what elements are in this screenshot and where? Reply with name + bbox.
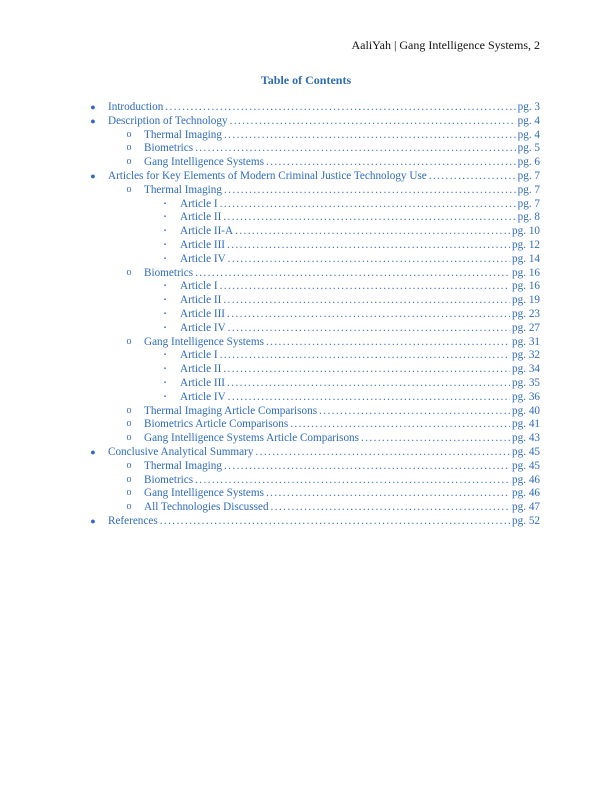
toc-entry-title: Biometrics [144,266,194,279]
toc-entry-page: pg. 31 [512,335,540,348]
toc-entry[interactable] [108,100,540,114]
toc-entry[interactable] [108,514,540,528]
toc-bullet-level-2: o [126,418,132,430]
toc-title: Table of Contents [260,73,352,87]
toc-entry[interactable] [108,169,540,183]
toc-entry[interactable] [144,431,540,445]
toc-entry[interactable] [180,279,540,293]
toc-bullet-level-3: ▪ [163,352,167,359]
toc-entry-page: pg. 8 [517,211,540,224]
toc-leader-dots [223,210,515,224]
toc-entry-page: pg. 46 [512,473,540,486]
toc-entry-title: Thermal Imaging Article Comparisons [144,404,318,417]
toc-leader-dots [227,307,510,321]
toc-entry[interactable] [144,266,540,280]
toc-leader-dots [223,293,510,307]
toc-bullet-level-3: ▪ [163,311,167,317]
toc-entry-title: References [108,515,158,527]
toc-leader-dots [266,486,510,500]
toc-leader-dots [220,279,510,293]
toc-entry-title: Article II-A [180,225,234,238]
toc-entry[interactable] [144,128,540,142]
toc-bullet-level-3: ▪ [163,214,167,221]
toc-entry-page: pg. 46 [512,487,540,500]
toc-entry[interactable] [108,114,540,128]
toc-entry[interactable] [144,404,540,418]
toc-bullet-level-2: o [126,473,132,485]
toc-leader-dots [235,224,510,238]
toc-bullet-level-2: o [126,142,132,154]
toc-entry[interactable] [180,224,540,238]
toc-entry-title: Gang Intelligence Systems [144,487,264,500]
toc-entry-title: Introduction [108,101,164,113]
toc-bullet-level-3: ▪ [163,380,167,386]
toc-entry[interactable] [144,335,540,349]
toc-bullet-level-2: o [126,335,132,347]
toc-entry-title: Articles for Key Elements of Modern Criminal Justice Technology Use [108,170,427,182]
toc-leader-dots [228,390,510,404]
toc-entry-page: pg. 40 [512,404,540,417]
toc-leader-dots [266,155,516,169]
toc-leader-dots [195,473,510,487]
toc-entry[interactable] [144,486,540,500]
toc-entry-title: Conclusive Analytical Summary [108,446,254,458]
toc-entry[interactable] [180,252,540,266]
toc-entry[interactable] [144,141,540,155]
toc-leader-dots [160,514,510,528]
toc-bullet-level-3: ▪ [163,393,167,400]
toc-entry-title: Gang Intelligence Systems [144,156,264,169]
toc-entry-page: pg. 4 [517,114,540,127]
toc-bullet-level-3: ▪ [163,255,167,262]
toc-bullet-level-2: o [126,459,132,471]
toc-entry-title: Article II [180,211,222,224]
toc-bullet-level-1: ● [90,102,96,112]
toc-entry[interactable] [180,293,540,307]
toc-entry-title: Biometrics [144,473,194,486]
toc-bullet-level-1: ● [90,171,96,181]
toc-entry-page: pg. 34 [512,363,540,376]
toc-leader-dots [224,459,510,473]
toc-entry-page: pg. 36 [512,390,540,403]
toc-entry[interactable] [180,238,540,252]
toc-bullet-level-2: o [126,183,132,195]
toc-leader-dots [195,141,516,155]
toc-leader-dots [227,238,510,252]
toc-entry-page: pg. 7 [517,170,540,182]
toc-entry[interactable] [180,376,540,390]
toc-bullet-level-3: ▪ [163,283,167,290]
toc-entry-title: Thermal Imaging [144,183,222,196]
toc-entry-page: pg. 4 [517,128,540,141]
toc-bullet-level-3: ▪ [163,242,167,248]
toc-bullet-level-2: o [126,487,132,499]
toc-entry-page: pg. 16 [512,280,540,293]
toc-bullet-level-3: ▪ [163,297,167,304]
toc-entry-title: Gang Intelligence Systems Article Comparisons [144,432,360,445]
toc-entry-title: Article I [180,280,218,293]
toc-leader-dots [228,252,510,266]
toc-entry[interactable] [180,321,540,335]
toc-entry-title: Article III [180,377,226,389]
toc-entry[interactable] [180,197,540,211]
toc-entry-title: Article IV [180,390,226,403]
toc-entry-page: pg. 45 [512,459,540,472]
toc-entry-page: pg. 52 [512,515,540,527]
toc-entry[interactable] [180,390,540,404]
toc-leader-dots [255,445,510,459]
toc-entry-title: Article III [180,308,226,320]
toc-entry[interactable] [180,362,540,376]
toc-entry-title: Thermal Imaging [144,459,222,472]
toc-bullet-level-2: o [126,156,132,168]
toc-leader-dots [195,266,510,280]
toc-entry[interactable] [108,445,540,459]
toc-leader-dots [220,197,516,211]
toc-bullet-level-2: o [126,432,132,444]
toc-entry-page: pg. 16 [512,266,540,279]
toc-bullet-level-2: o [126,404,132,416]
toc-entry-page: pg. 3 [517,101,540,113]
toc-leader-dots [224,128,516,142]
toc-leader-dots [290,417,510,431]
toc-entry-page: pg. 14 [512,252,540,265]
toc-entry-page: pg. 19 [512,294,540,307]
toc-entry[interactable] [180,348,540,362]
toc-bullet-level-1: ● [90,115,96,126]
toc-leader-dots [319,404,510,418]
toc-entry[interactable] [144,459,540,473]
toc-entry-page: pg. 45 [512,446,540,458]
toc-entry-page: pg. 32 [512,349,540,362]
toc-entry[interactable] [180,307,540,321]
toc-entry-title: Biometrics [144,142,194,155]
toc-entry-title: Thermal Imaging [144,128,222,141]
toc-entry[interactable] [144,155,540,169]
toc-leader-dots [271,500,510,514]
toc-entry[interactable] [144,473,540,487]
toc-entry-page: pg. 27 [512,321,540,334]
toc-entry-title: Article IV [180,321,226,334]
toc-entry-title: Description of Technology [108,114,228,127]
toc-entry[interactable] [144,183,540,197]
toc-leader-dots [230,114,516,128]
toc-entry-title: Gang Intelligence Systems [144,335,264,348]
toc-bullet-level-3: ▪ [163,366,167,373]
toc-leader-dots [266,335,510,349]
toc-entry-title: Biometrics Article Comparisons [144,418,289,431]
toc-bullet-level-2: o [126,128,132,140]
toc-entry-page: pg. 10 [512,225,540,238]
toc-entry-page: pg. 47 [512,501,540,514]
toc-leader-dots [228,321,510,335]
toc-bullet-level-3: ▪ [163,200,167,207]
toc-entry-page: pg. 7 [517,197,540,210]
toc-leader-dots [227,376,510,390]
toc-entry-title: Article IV [180,252,226,265]
toc-entry-page: pg. 5 [517,142,540,155]
toc-bullet-level-3: ▪ [163,324,167,331]
toc-entry[interactable] [180,210,540,224]
toc-entry[interactable] [144,500,540,514]
toc-bullet-level-3: ▪ [163,228,167,235]
toc-entry-page: pg. 43 [512,432,540,445]
toc-entry[interactable] [144,417,540,431]
toc-entry-title: Article I [180,197,218,210]
toc-leader-dots [165,100,515,114]
toc-entry-title: Article II [180,363,222,376]
toc-leader-dots [224,183,516,197]
toc-leader-dots [220,348,510,362]
running-header: AaliYah | Gang Intelligence Systems, 2 [351,38,540,52]
toc-entry-page: pg. 12 [512,239,540,251]
toc-leader-dots [223,362,510,376]
toc-entry-title: Article III [180,239,226,251]
toc-entry-title: Article I [180,349,218,362]
toc-entry-page: pg. 41 [512,418,540,431]
toc-entry-title: All Technologies Discussed [144,501,269,514]
toc-bullet-level-2: o [126,266,132,278]
toc-entry-title: Article II [180,294,222,307]
toc-bullet-level-2: o [126,501,132,513]
toc-entry-page: pg. 7 [517,183,540,196]
toc-bullet-level-1: ● [90,516,96,526]
toc-entry-page: pg. 35 [512,377,540,389]
toc-entry-page: pg. 6 [517,156,540,169]
toc-leader-dots [361,431,510,445]
toc-bullet-level-1: ● [90,447,96,457]
toc-leader-dots [429,169,516,183]
toc-entry-page: pg. 23 [512,308,540,320]
